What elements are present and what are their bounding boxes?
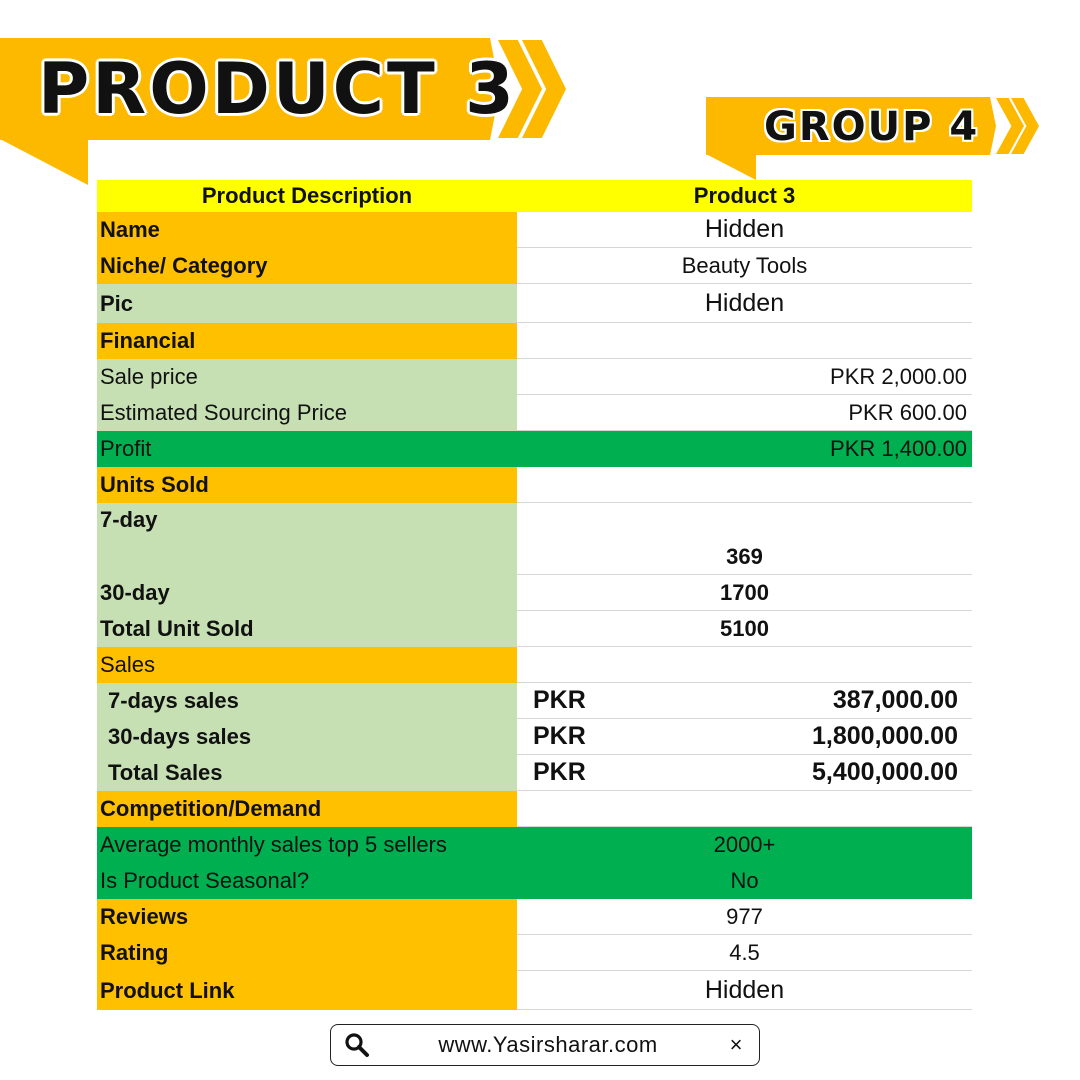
table-header-row: [97, 180, 972, 212]
table-row: [97, 971, 972, 1010]
table-row: [97, 323, 972, 359]
row-value[interactable]: Hidden: [517, 971, 972, 1010]
row-value: Hidden: [517, 212, 972, 248]
table-row: [97, 503, 972, 575]
table-row: [97, 248, 972, 284]
row-label: Total Sales: [97, 755, 517, 791]
search-bar[interactable]: [330, 1024, 760, 1066]
table-row: [97, 899, 972, 935]
currency-value-cell: [517, 755, 972, 791]
row-label: Estimated Sourcing Price: [97, 395, 517, 431]
row-value: 369: [517, 503, 972, 575]
row-value-empty: [517, 647, 972, 683]
table-row: [97, 683, 972, 719]
row-value: 1700: [517, 575, 972, 611]
row-value: 2000+: [517, 827, 972, 863]
row-label: Niche/ Category: [97, 248, 517, 284]
section-label: Financial: [97, 323, 517, 359]
row-value-empty: [517, 323, 972, 359]
row-value: 4.5: [517, 935, 972, 971]
row-value: 387,000.00: [832, 686, 958, 714]
page-title: PRODUCT 3: [38, 48, 517, 130]
table-row: [97, 467, 972, 503]
row-label: Rating: [97, 935, 517, 971]
section-label: Units Sold: [97, 467, 517, 503]
row-label: Name: [97, 212, 517, 248]
group-banner-fold: [706, 154, 756, 180]
row-value: 5100: [517, 611, 972, 647]
header-description: Product Description: [201, 183, 413, 208]
table-row: [97, 212, 972, 248]
currency-value-cell: [517, 719, 972, 755]
search-icon[interactable]: [337, 1025, 377, 1065]
close-icon[interactable]: ×: [729, 1032, 743, 1057]
row-label: Sale price: [97, 359, 517, 395]
product-banner-fold: [0, 139, 88, 185]
header-product: Product 3: [693, 183, 796, 208]
table-row: [97, 395, 972, 431]
search-input[interactable]: www.Yasirsharar.com: [438, 1032, 658, 1057]
section-label: Competition/Demand: [97, 791, 517, 827]
table-row-highlight: [97, 863, 972, 899]
row-value-empty: [517, 791, 972, 827]
currency-label: PKR: [533, 722, 586, 750]
row-value: PKR 2,000.00: [517, 359, 972, 395]
row-label: 7-day: [97, 503, 517, 575]
row-label: Average monthly sales top 5 sellers: [97, 827, 517, 863]
row-value: PKR 1,400.00: [517, 431, 972, 467]
section-label: Sales: [97, 647, 517, 683]
row-value: Hidden: [517, 284, 972, 323]
table-row: [97, 755, 972, 791]
row-value-empty: [517, 467, 972, 503]
row-value: Beauty Tools: [517, 248, 972, 284]
row-label: 30-day: [97, 575, 517, 611]
row-value: No: [517, 863, 972, 899]
row-label: Profit: [97, 431, 517, 467]
row-label: Is Product Seasonal?: [97, 863, 517, 899]
table-row: [97, 575, 972, 611]
currency-label: PKR: [533, 758, 586, 786]
row-label: Reviews: [97, 899, 517, 935]
currency-value-cell: [517, 683, 972, 719]
row-value: 1,800,000.00: [812, 722, 958, 750]
row-label: Total Unit Sold: [97, 611, 517, 647]
table-row: [97, 611, 972, 647]
table-row: [97, 791, 972, 827]
product-table: [97, 180, 972, 1010]
table-row-highlight: [97, 827, 972, 863]
row-value: PKR 600.00: [517, 395, 972, 431]
group-title: GROUP 4: [764, 104, 980, 150]
row-label: Pic: [97, 284, 517, 323]
row-label: Product Link: [97, 971, 517, 1010]
row-label: 30-days sales: [97, 719, 517, 755]
row-value: 977: [517, 899, 972, 935]
currency-label: PKR: [533, 686, 586, 714]
table-row: [97, 284, 972, 323]
table-row: [97, 359, 972, 395]
table-row: [97, 647, 972, 683]
row-label: 7-days sales: [97, 683, 517, 719]
table-row: [97, 935, 972, 971]
table-row: [97, 719, 972, 755]
row-value: 5,400,000.00: [812, 758, 958, 786]
table-row-highlight: [97, 431, 972, 467]
